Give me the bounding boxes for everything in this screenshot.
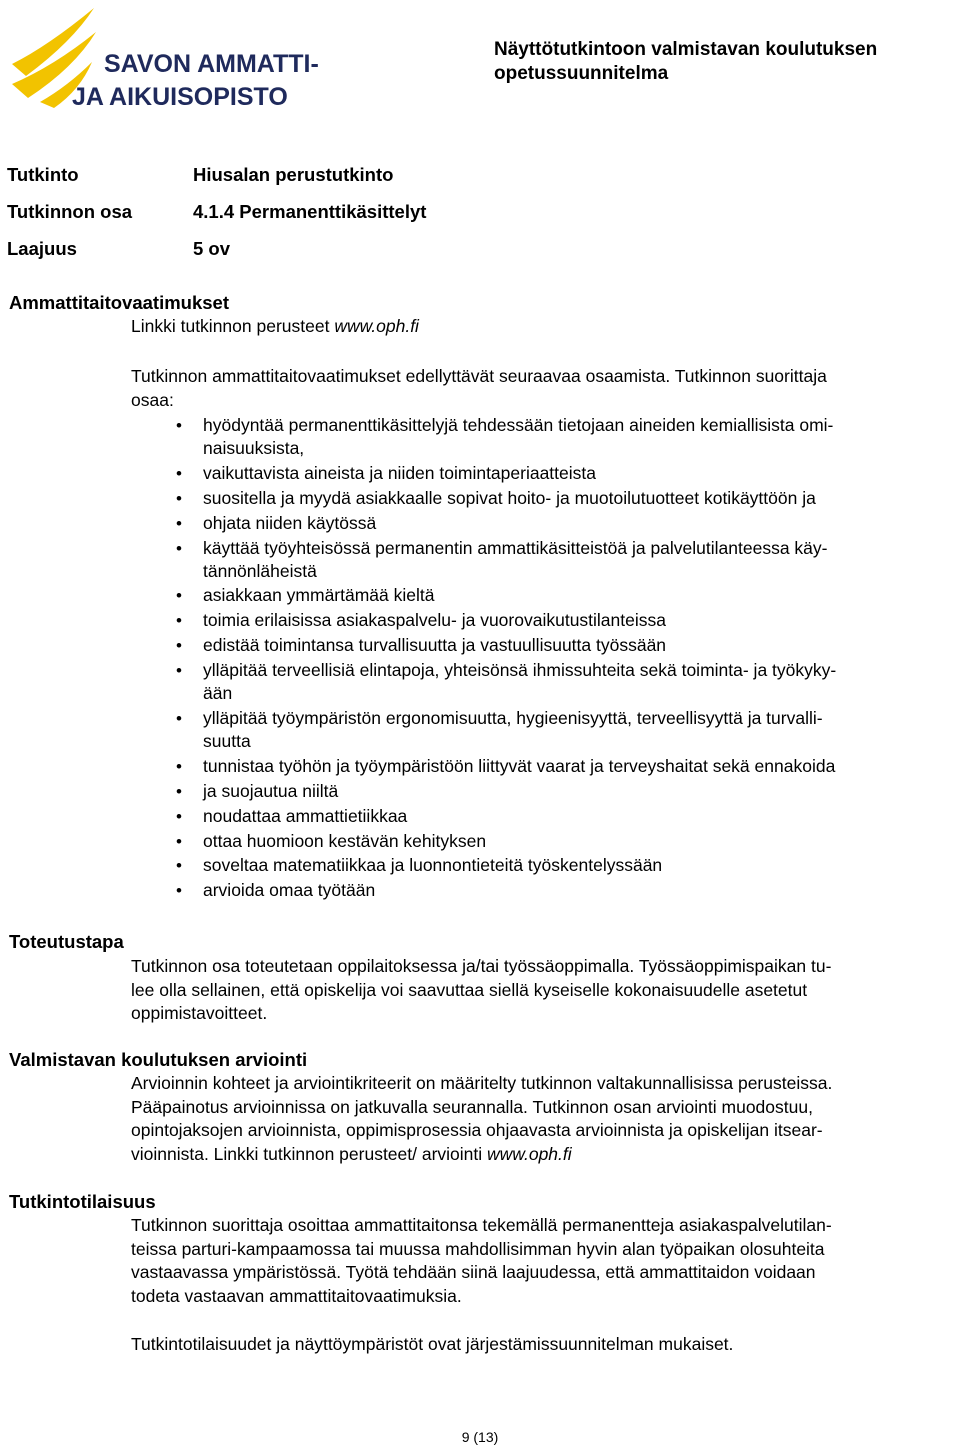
school-logo (10, 6, 350, 110)
laajuus-value: 5 ov (193, 238, 231, 259)
tutkinnon-osa-label: Tutkinnon osa (7, 201, 133, 222)
perusteet-link-line (131, 315, 959, 339)
list-item-line: toimia erilaisissa asiakaspalvelu- ja vuorovaikutustilanteissa (203, 610, 666, 631)
bullet-icon: • (176, 781, 182, 801)
bullet-icon: • (176, 586, 182, 606)
paragraph-line: oppimistavoitteet. (131, 1003, 268, 1023)
tutkintotilaisuus-heading: Tutkintotilaisuus (9, 1191, 156, 1212)
list-item (176, 487, 956, 510)
paragraph-line (131, 1143, 959, 1167)
perusteet-link-prefix: Linkki tutkinnon perusteet (131, 316, 335, 336)
bullet-icon: • (176, 856, 182, 876)
bullet-icon: • (176, 513, 182, 533)
list-item (176, 805, 956, 828)
document-title-line2: opetussuunnitelma (494, 63, 669, 84)
bullet-icon: • (176, 611, 182, 631)
toteutustapa-paragraph (131, 955, 959, 1026)
list-item-line: tunnistaa työhön ja työympäristöön liittyvät vaarat ja terveyshaitat sekä ennakoida (203, 755, 836, 776)
list-item (176, 830, 956, 853)
list-item-line: suutta (203, 731, 251, 752)
list-item-line: soveltaa matematiikkaa ja luonnontieteitä työskentelyssään (203, 855, 663, 876)
list-item-line: tännönläheistä (203, 560, 317, 581)
document-title (494, 38, 934, 86)
list-item-line: arvioida omaa työtään (203, 880, 376, 901)
arviointi-paragraph (131, 1072, 959, 1166)
oph-arviointi-link[interactable]: www.oph.fi (487, 1143, 572, 1164)
bullet-icon: • (176, 636, 182, 656)
list-item-line: suositella ja myydä asiakkaalle sopivat hoito- ja muotoilutuotteet kotikäyttöön ja (203, 487, 816, 508)
requirements-intro-line2: osaa: (131, 389, 174, 410)
paragraph-line: Tutkinnon suorittaja osoittaa ammattitaitonsa tekemällä permanentteja asiakaspalvelutilan- (131, 1215, 832, 1235)
paragraph-line: Tutkinnon osa toteutetaan oppilaitoksessa ja/tai työssäoppimalla. Työssäoppimispaikan tu- (131, 956, 832, 976)
list-item-line: noudattaa ammattietiikkaa (203, 805, 408, 826)
paragraph-line: todeta vastaavan ammattitaitovaatimuksia. (131, 1285, 462, 1306)
list-item-line: ään (203, 683, 233, 704)
list-item-line: asiakkaan ymmärtämää kieltä (203, 585, 435, 606)
bullet-icon: • (176, 488, 182, 508)
bullet-icon: • (176, 463, 182, 483)
oph-link[interactable]: www.oph.fi (334, 316, 419, 336)
list-item (176, 659, 956, 705)
list-item (176, 707, 956, 753)
list-item-line: edistää toimintansa turvallisuutta ja vastuullisuutta työssään (203, 635, 667, 656)
bullet-icon: • (176, 661, 182, 681)
list-item (176, 584, 956, 607)
document-title-line1: Näyttötutkintoon valmistavan koulutuksen (494, 39, 878, 60)
paragraph-line: Pääpainotus arvioinnissa on jatkuvalla seurannalla. Tutkinnon osan arviointi muodostuu, (131, 1096, 813, 1117)
list-item-line: ottaa huomioon kestävän kehityksen (203, 830, 487, 851)
arviointi-heading: Valmistavan koulutuksen arviointi (9, 1049, 308, 1070)
list-item (176, 512, 956, 535)
paragraph-line: lee olla sellainen, että opiskelija voi saavuttaa siellä kyseiselle kokonaisuudelle asetetut (131, 979, 808, 1000)
bullet-icon: • (176, 416, 182, 435)
tutkinto-label: Tutkinto (7, 164, 79, 185)
bullet-icon: • (176, 881, 182, 901)
paragraph-line: vastaavassa ympäristössä. Työtä tehdään siinä laajuudessa, että ammattitaidon voidaan (131, 1262, 816, 1282)
list-item (176, 634, 956, 657)
paragraph-line: Arvioinnin kohteet ja arviointikriteerit on määritelty tutkinnon valtakunnallisissa perusteissa. (131, 1073, 833, 1093)
list-item-line: käyttää työyhteisössä permanentin ammattikäsitteistöä ja palvelutilanteessa käy- (203, 537, 828, 558)
tutkintotilaisuus-closing: Tutkintotilaisuudet ja näyttöympäristöt ovat järjestämissuunnitelman mukaiset. (131, 1334, 734, 1354)
list-item (176, 537, 956, 583)
toteutustapa-heading: Toteutustapa (9, 931, 124, 952)
logo-graphic (10, 6, 350, 110)
list-item (176, 609, 956, 632)
list-item (176, 414, 956, 460)
page-number: 9 (13) (461, 1429, 499, 1445)
tutkinto-value: Hiusalan perustutkinto (193, 164, 394, 185)
requirements-list (176, 414, 956, 904)
list-item (176, 854, 956, 877)
list-item (176, 755, 956, 778)
list-item-line: naisuuksista, (203, 438, 305, 458)
list-item-line: ylläpitää terveellisiä elintapoja, yhteisönsä ihmissuhteita sekä toiminta- ja työkyky- (203, 660, 837, 681)
list-item-line: ja suojautua niiltä (203, 780, 339, 801)
arviointi-link-prefix: vioinnista. Linkki tutkinnon perusteet/ arviointi (131, 1143, 488, 1164)
ammattitaitovaatimukset-heading: Ammattitaitovaatimukset (9, 292, 230, 313)
list-item-line: hyödyntää permanenttikäsittelyjä tehdessään tietojaan aineiden kemiallisista omi- (203, 415, 834, 435)
tutkinnon-osa-value: 4.1.4 Permanenttikäsittelyt (193, 201, 427, 222)
list-item-line: ylläpitää työympäristön ergonomisuutta, hygieenisyyttä, terveellisyyttä ja turvalli- (203, 708, 823, 729)
laajuus-label: Laajuus (7, 238, 77, 259)
bullet-icon: • (176, 806, 182, 826)
list-item (176, 780, 956, 803)
paragraph-line: opintojaksojen arvioinnista, oppimisprosessia ohjaavasta arvioinnista ja opiskelijan itsear- (131, 1120, 823, 1140)
logo-text-line1: SAVON AMMATTI- (104, 50, 319, 78)
bullet-icon: • (176, 756, 182, 776)
list-item (176, 879, 956, 902)
logo-text-line2: JA AIKUISOPISTO (72, 83, 288, 110)
bullet-icon: • (176, 538, 182, 558)
tutkintotilaisuus-paragraph (131, 1214, 959, 1308)
list-item (176, 462, 956, 485)
bullet-icon: • (176, 831, 182, 851)
requirements-intro (131, 365, 959, 412)
bullet-icon: • (176, 709, 182, 729)
list-item-line: ohjata niiden käytössä (203, 512, 377, 533)
paragraph-line: teissa parturi-kampaamossa tai muussa mahdollisimman hyvin alan työpaikan olosuhteita (131, 1238, 825, 1259)
requirements-intro-line1: Tutkinnon ammattitaitovaatimukset edellyttävät seuraavaa osaamista. Tutkinnon suorittaja (131, 366, 827, 386)
list-item-line: vaikuttavista aineista ja niiden toimintaperiaatteista (203, 462, 596, 483)
